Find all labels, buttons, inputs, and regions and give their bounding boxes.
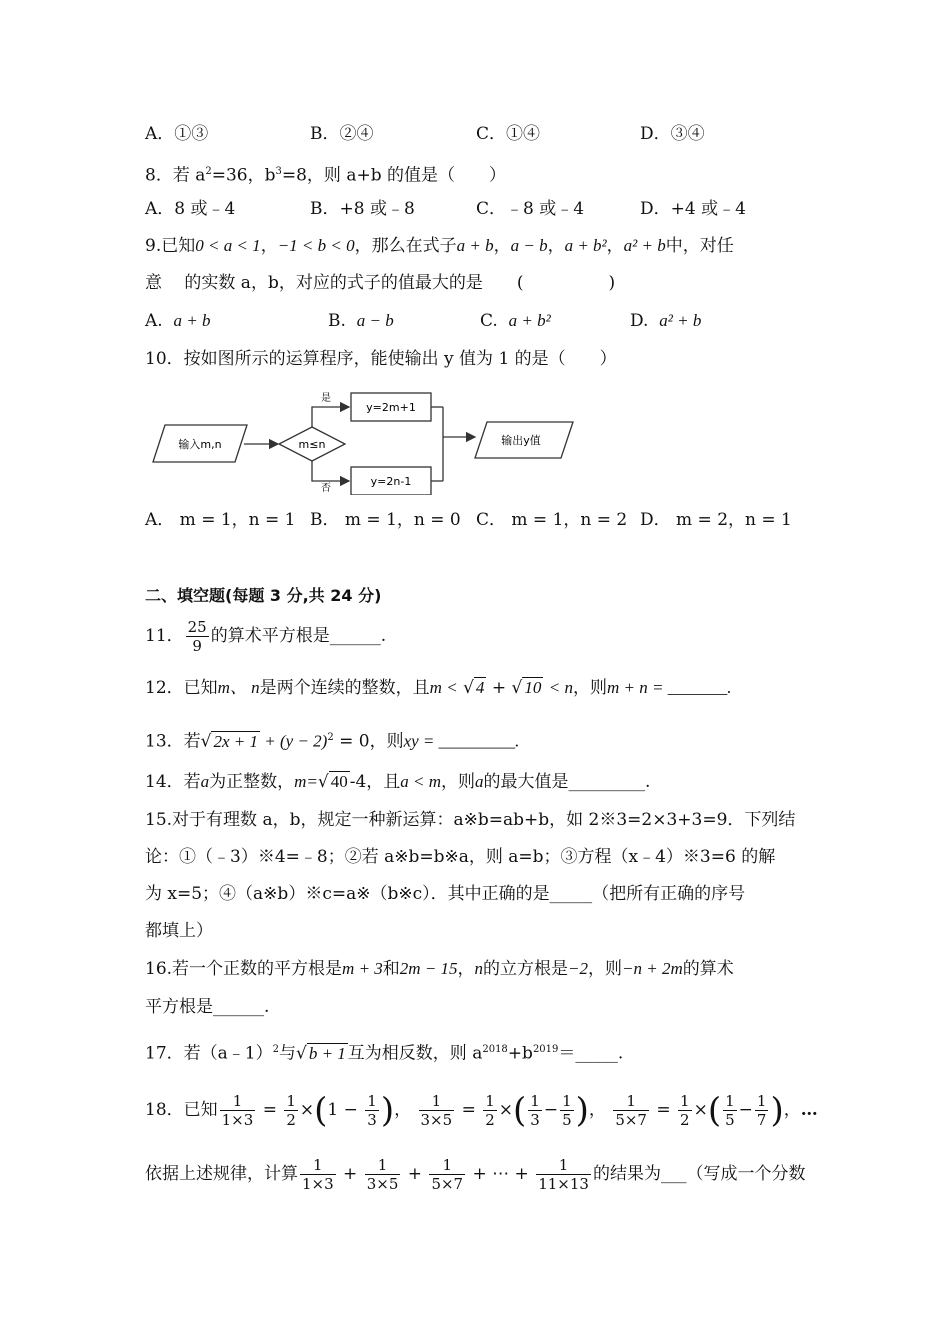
q10-option-b: B． m = 1，n = 0 bbox=[310, 510, 461, 530]
q9-stem-line1: 9.已知0 < a < 1，−1 < b < 0，那么在式子a + b，a − b，a + b²，a² + b中，对任 bbox=[145, 236, 734, 256]
q9-option-c: C. a + b² bbox=[480, 311, 551, 331]
flow-yes-label: 是 bbox=[321, 393, 331, 404]
flow-bottom-text: y=2n-1 bbox=[370, 475, 412, 488]
q10-option-c: C． m = 1，n = 2 bbox=[476, 510, 628, 530]
flow-top-text: y=2m+1 bbox=[366, 401, 416, 414]
q7-option-d: D．③④ bbox=[640, 124, 705, 144]
q8-option-a: A．8 或﹣4 bbox=[145, 199, 236, 219]
q14: 14．若a为正整数，m=√ 40 -4，且a < m，则a的最大值是_________. bbox=[145, 772, 651, 792]
q9-stem-line2: 意 的实数 a，b，对应的式子的值最大的是 ( ) bbox=[145, 273, 616, 293]
q9-option-d: D. a² + b bbox=[630, 311, 702, 331]
q11: 11． $\frac{25}{9}$ 的算术平方根是______. bbox=[145, 618, 387, 655]
flow-decision-text: m≤n bbox=[298, 438, 326, 451]
q9-option-a: A. a + b bbox=[145, 311, 211, 331]
q13: 13．若√ $2x + 1 + (y - 2)^2 = 0$，则xy = _________. bbox=[145, 731, 520, 752]
q12: 12．已知m、 n是两个连续的整数，且m < √ 4 + √ 10 < n，则m + n = _______. bbox=[145, 678, 732, 698]
q18-line2: 依据上述规律，计算 $\frac{1}{1\times 3}$ + $\frac{1}{3\times 5}$ + $\frac{1}{5\times 7}$ + ⋯ + $\frac{1}{11\times 13}$ 的结果为___（写成一个分数 bbox=[145, 1156, 806, 1193]
q8-stem: 8．若 $a^2=36$，$b^3=8$，则 a+b 的值是（ ） bbox=[145, 165, 507, 186]
q7-option-a: A．①③ bbox=[145, 124, 209, 144]
q7-option-b: B．②④ bbox=[310, 124, 374, 144]
q16-line1: 16.若一个正数的平方根是m + 3和2m − 15，n的立方根是−2，则−n + 2m的算术 bbox=[145, 959, 734, 979]
q10-flowchart bbox=[145, 385, 585, 495]
flow-input-text: 输入m,n bbox=[178, 438, 222, 451]
q15-line3: 为 x=5；④（a※b）※c=a※（b※c）．其中正确的是_____（把所有正确的序号 bbox=[145, 884, 746, 904]
section-2-title: 二、填空题(每题 3 分,共 24 分) bbox=[145, 586, 382, 605]
q11-fraction: $\frac{25}{9}$ bbox=[187, 618, 207, 655]
q15-line2: 论：①（﹣3）※4=﹣8；②若 a※b=b※a，则 a=b；③方程（x﹣4）※3=6 的解 bbox=[145, 847, 776, 867]
q10-option-d: D． m = 2，n = 1 bbox=[640, 510, 792, 530]
q7-option-c: C．①④ bbox=[476, 124, 541, 144]
q8-option-b: B．+8 或﹣8 bbox=[310, 199, 415, 219]
q15-line4: 都填上） bbox=[145, 921, 213, 941]
q8-option-c: C．﹣8 或﹣4 bbox=[476, 199, 585, 219]
q10-option-a: A． m = 1，n = 1 bbox=[145, 510, 296, 530]
flow-output-text: 输出y值 bbox=[501, 434, 541, 447]
q9-option-b: B. a − b bbox=[328, 311, 394, 331]
q10-stem: 10．按如图所示的运算程序，能使输出 y 值为 1 的是（ ） bbox=[145, 349, 617, 369]
q17: 17．若（a﹣1）$^2$与√ b + 1 互为相反数，则 $a^{2018}+b^{2019}=\_\_\_\_\_$. bbox=[145, 1043, 624, 1064]
q15-line1: 15.对于有理数 a，b，规定一种新运算：a※b=ab+b，如 2※3=2×3+3=9．下列结 bbox=[145, 810, 796, 830]
flow-no-label: 否 bbox=[321, 483, 331, 494]
q8-option-d: D．+4 或﹣4 bbox=[640, 199, 746, 219]
q18-line1: 18．已知 $\frac{1}{1\times 3}$ = $\frac{1}{2}$ ×(1 − $\frac{1}{3}$ )， $\frac{1}{3\times 5}$ = $\frac{1}{2}$ ×( $\frac{1}{3}$ − $\frac{1}{5}$ )， $\frac{1}{5\times 7}$ = $\frac{1}{2}$ ×( $\frac{1}{5}$ − $\frac{1}{7}$ )，… bbox=[145, 1090, 818, 1131]
q16-line2: 平方根是______. bbox=[145, 997, 270, 1017]
